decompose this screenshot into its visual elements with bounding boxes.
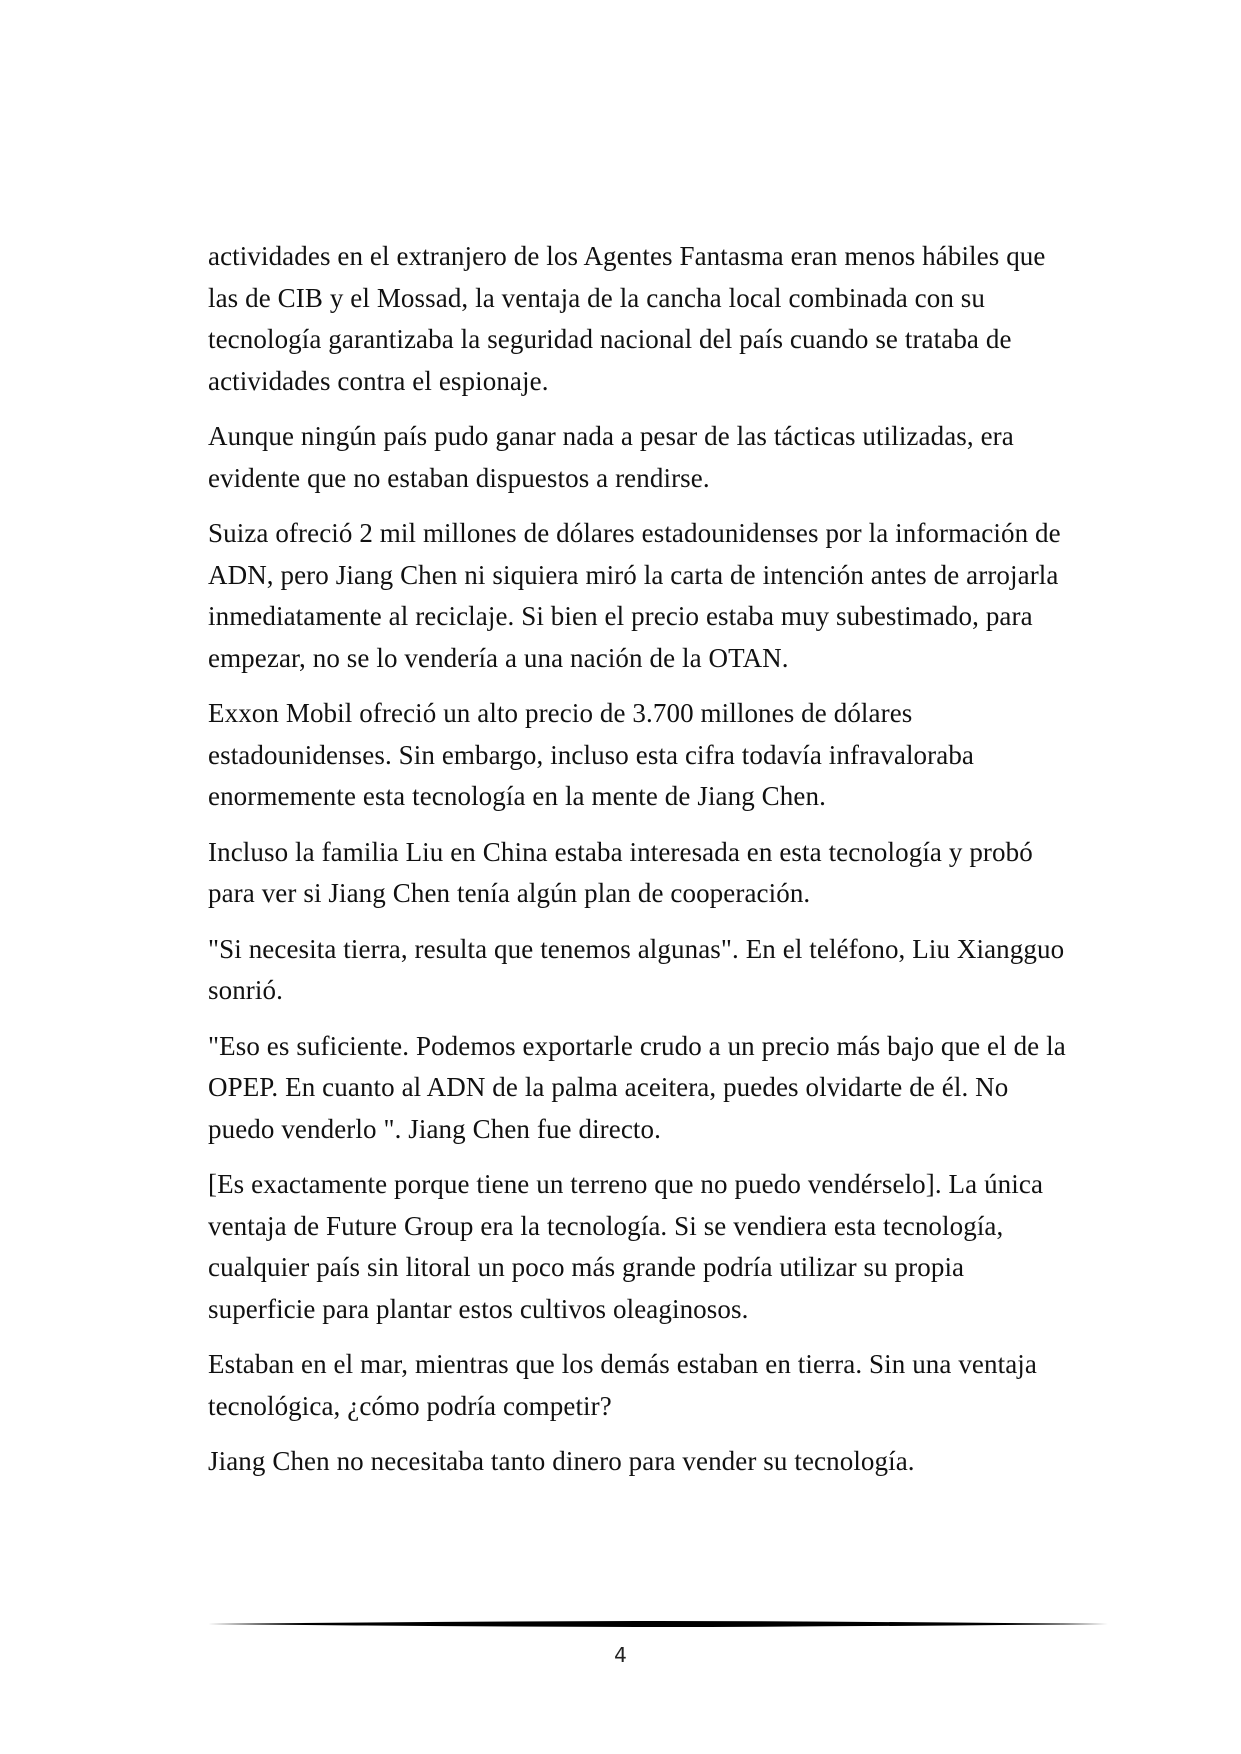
paragraph-6: "Si necesita tierra, resulta que tenemos algunas". En el teléfono, Liu Xiangguo sonrió. bbox=[208, 933, 1065, 1005]
paragraph-3: Suiza ofreció 2 mil millones de dólares estadounidenses por la información de ADN, pero Jiang Chen ni siquiera miró la carta de intención antes de arrojarla inmediatamente al reciclaje. Si bien el precio estaba muy subestimado, para empezar, no se lo vendería a una nación de la OTAN. bbox=[208, 518, 1061, 673]
paragraph-10: Jiang Chen no necesitaba tanto dinero para vender su tecnología. bbox=[208, 1446, 915, 1476]
paragraph-7: "Eso es suficiente. Podemos exportarle crudo a un precio más bajo que el de la OPEP. En cuanto al ADN de la palma aceitera, puedes olvidarte de él. No puedo venderlo ". Jiang Chen fue directo. bbox=[208, 1030, 1066, 1144]
footer-divider bbox=[208, 1618, 1108, 1630]
body-text bbox=[208, 236, 1078, 1497]
page-number: 4 bbox=[614, 1643, 627, 1667]
paragraph-9: Estaban en el mar, mientras que los demás estaban en tierra. Sin una ventaja tecnológica, ¿cómo podría competir? bbox=[208, 1349, 1037, 1421]
paragraph-2: Aunque ningún país pudo ganar nada a pesar de las tácticas utilizadas, era evidente que no estaban dispuestos a rendirse. bbox=[208, 421, 1014, 493]
paragraph-5: Incluso la familia Liu en China estaba interesada en esta tecnología y probó para ver si Jiang Chen tenía algún plan de cooperación. bbox=[208, 836, 1033, 908]
paragraph-1: actividades en el extranjero de los Agentes Fantasma eran menos hábiles que las de CIB y el Mossad, la ventaja de la cancha local combinada con su tecnología garantizaba la seguridad nacional del país cuando se trataba de actividades contra el espionaje. bbox=[208, 241, 1046, 396]
paragraph-4: Exxon Mobil ofreció un alto precio de 3.700 millones de dólares estadounidenses. Sin embargo, incluso esta cifra todavía infravaloraba enormemente esta tecnología en la mente de Jiang Chen. bbox=[208, 698, 975, 811]
paragraph-8: [Es exactamente porque tiene un terreno que no puedo vendérselo]. La única ventaja de Future Group era la tecnología. Si se vendiera esta tecnología, cualquier país sin litoral un poco más grande podría utilizar su propia superficie para plantar estos cultivos oleaginosos. bbox=[208, 1169, 1044, 1324]
